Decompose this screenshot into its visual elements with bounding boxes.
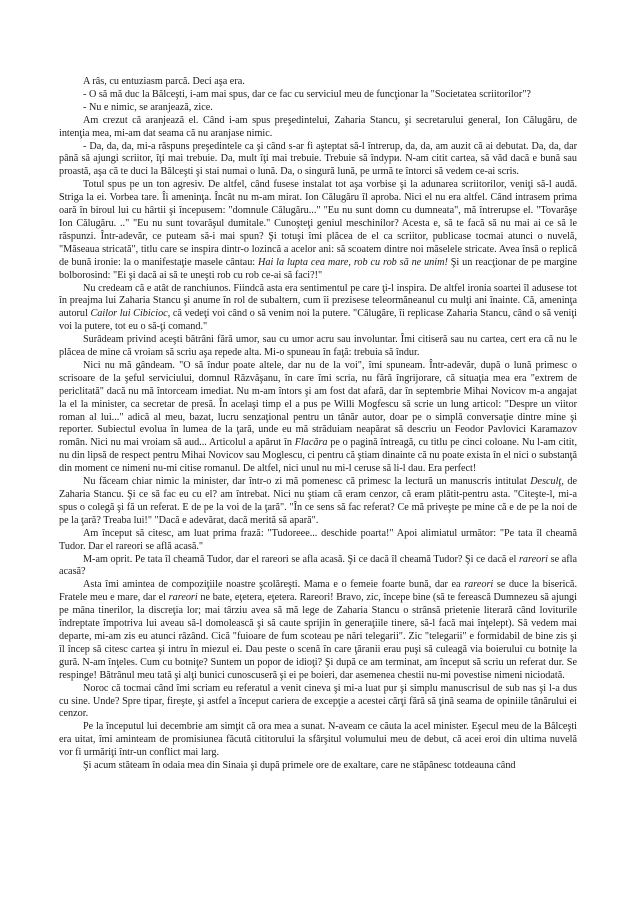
paragraph: Surâdeam privind aceşti bătrâni fără umor, sau cu umor acru sau involuntar. Îmi citiseră sau nu cartea, cert era că nu le plăcea de mine că vroiam să scriu aşa repede alta. Mi-o spuneau în faţă: trebuia să îndur.: [59, 334, 577, 359]
paragraph: - O să mă duc la Bălceşti, i-am mai spus, dar ce fac cu serviciul meu de funcţionar la "Societatea scriitorilor"?: [83, 88, 531, 100]
paragraph: Noroc că tocmai când îmi scriam eu referatul a venit cineva şi mi-a luat pur şi simplu manuscrisul de sub nas şi l-a dus cu sine. Unde? Spre tipar, fireşte, şi astfel a început cariera de excepţie a acestei cărţi fără să ţină seama de opiniile tânărului ei cenzor.: [59, 682, 577, 720]
document-page: [59, 76, 577, 773]
paragraph: Şi acum stăteam în odaia mea din Sinaia şi după primele ore de exaltare, care ne stăpânesc totdeauna când: [83, 760, 516, 772]
italic-title: Flacăra: [294, 437, 328, 449]
paragraph: A râs, cu entuziasm parcă. Deci aşa era.: [83, 76, 245, 87]
italic-title: Cailor lui Cibicioc: [90, 308, 168, 320]
italic-title: Desculţ: [530, 476, 562, 488]
paragraph: - Da, da, da, mi-a răspuns preşedintele ca şi când s-ar fi aşteptat să-l întrerup, da, da, am auzit că ai debutat. Da, da, dar până să ajungi scriitor, îţi mai trebuie. Da, mult îţi mai trebuie. Trebuie să îndури. N-am citit cartea, să văd dacă e bună sau proastă, aşa că te duci la Bălceşti şi stai numai o lună. Da, o singură lună, pe urmă te întorci să vedem ce-ai scris.: [59, 140, 577, 178]
paragraph: Pe la începutul lui decembrie am simţit că ora mea a sunat. N-aveam ce căuta la acel minister. Eşecul meu de la Bălceşti era uitat, îmi aminteam de promisiunea făcută cititorului la sfârşitul volumului meu de debut, că acei eroi din ultima nuvelă vor fi urmăriţi într-un conflict mai larg.: [59, 721, 577, 759]
italic-word: rareori: [168, 592, 198, 604]
paragraph: Totul spus pe un ton agresiv. De altfel, când fusese instalat tot aşa vorbise şi la adunarea scriitorilor, veniţi să-l audă. Striga la ei. Vorbea tare. Îi ameninţa. Încât nu m-am mirat. Ion Călugăru îl aproba. Nici el nu era altfel. Când intrasem prima oară în biroul lui cu hârtii şi începusem: "domnule Călugăru..." "Eu nu sunt domn cu dumneata", mă întrerupse el. "Tovarăşe Ion Călugăru. .." "Eu nu sunt tovarăşul dumitale." Cunoşteţi geniul meschinilor? Acesta e, să te facă să nu mai ai ce să le răspunzi. Într-adevăr, ce puteam să-i mai spun? Şi totuşi îmi plăcea de el ca scriitor, publicase tocmai atunci o nuvelă, "Măseaua stricată", titlu care se inspira dintr-o lozincă a acelor ani: să scoatem dintre noi măselele stricate. Avea însă o replică de bună ironie: la o manifestaţie masele cântau: Hai la lupta cea mare, rob cu rob să ne unim! Şi un reacţionar de pe margine bolborosind: "Ei şi dacă ai să te uneşti rob cu rob ce-ai să faci?!": [59, 179, 577, 281]
paragraph: Am început să citesc, am luat prima frază: "Tudoreee... deschide poarta!" Apoi alimiatul următor: "Pe tata îl cheamă Tudor. Dar el rareori se află acasă.": [59, 527, 577, 552]
italic-word: rareori: [518, 553, 549, 565]
paragraph: Nici nu mă gândeam. "O să îndur poate altele, dar nu de la voi", îmi spuneam. Într-adevăr, după o lună primesc o scrisoare de la şeful serviciului, domnul Răzvăşanu, în care îmi scria, nu fără îngrijorare, că situaţia mea era "extrem de periclitată" dacă nu mă întorceam imediat. Nu m-am întors şi am fost dat afară, dar în septembrie Mihai Novicov m-a angajat la el la minister, ca secretar de presă. În acelaşi timp el a pus pe Willi Mogfescu să scrie un lung articol: "Despre un viitor roman al lui..." adică al meu, bazat, lucru senzaţional pentru un tânăr autor, doar pe o simplă conversaţie dintre mine şi reporter. Subiectul evolua în lumea de la ţară, unde eu mă străduiam neapărat să descriu un Feodor Pavlovici Karamazov român. Nici nu mai vroiam să aud... Articolul a apărut în Flacăra pe o pagină întreagă, cu titlu pe cinci coloane. Nu l-am citit, nu din lipsă de respect pentru Mihai Novicov sau Moglescu, ci pentru că ştiam dinainte că nu poate exista în el nici o substanţă din moment ce nimeni nu-mi citise romanul. De altfel, nici unul nu mi-l ceruse să li-l dau. Era perfect!: [59, 359, 577, 475]
italic-word: rareori: [464, 579, 494, 591]
paragraph: Nu credeam că e atât de ranchiunos. Fiindcă asta era sentimentul pe care ţi-l inspira. De altfel ironia soartei îl adusese tot în preajma lui Zaharia Stancu şi anume în rol de subaltern, cum îi prezisese teleormăneanul cu mulţi ani înainte. Că, ameninţa autorul Cailor lui Cibicioc, că vedeţi voi când o să venim noi la putere. "Călugăre, îi replicase Zaharia Stancu, când o să veniţi voi la putere, tot eu o să-ţi comand.": [59, 282, 577, 333]
paragraph: - Nu e nimic, se aranjează, zice.: [83, 101, 213, 113]
paragraph: Nu făceam chiar nimic la minister, dar într-o zi mă pomenesc că primesc la lectură un manuscris intitulat Desculţ, de Zaharia Stancu. Şi ce să fac eu cu el? am întrebat. Nici nu ştiam că eram cenzor, că eram plătit-pentru asta. "Citeşte-l, mi-a spus o colegă şi fă un referat. E de pe la voi de la ţară". "În ce sens să fac referat? Ce mă priveşte pe mine că e de pe la noi de pe la ţară? Treaba lui!" "Dacă e adevărat, dacă merită să apară".: [59, 476, 577, 526]
paragraph: Am crezut că aranjează el. Când i-am spus preşedintelui, Zaharia Stancu, şi secretarului general, Ion Călugăru, de intenţia mea, mi-am dat seama că nu aranjase nimic.: [59, 114, 577, 139]
italic-quote: Hai la lupta cea mare, rob cu rob să ne unim!: [258, 256, 448, 268]
paragraph: M-am oprit. Pe tata îl cheamă Tudor, dar el rareori se afla acasă. Şi ce dacă îl cheamă Tudor? Şi ce dacă el rareori se afla acasă?: [59, 553, 577, 578]
paragraph: Asta îmi amintea de compoziţiile noastre şcolăreşti. Mama e o femeie foarte bună, dar ea rareori se duce la biserică. Fratele meu e mare, dar el rareori ne bate, eţetera, eţetera. Rareori! Bravo, zic, începe bine (să te ferească Dumnezeu să ajungi pe mâna tinerilor, la discreţia lor; mai târziu avea să mă lege de Zaharia Stancu o strânsă prietenie literară când loviturile îndreptate împotriva lui aveau să-l domolească şi să caute sprijin în generaţiile tinere, să-l facă mai înţelept). Să vedem mai departe, mi-am zis eu atunci râzând. Cică "fuioare de fum scoteau pe nări telegarii". Zic "telegarii" e formidabil de bine zis şi îl încep să citesc cartea şi intru în miezul ei. Dau peste o scenă în care ţăranii erau puşi să culeagă via boierului cu botniţe la gură. N-am înţeles. Cum cu botniţe? Suntem un popor de idioţi? Şi după ce am terminat, am început să scriu un referat dur. Se respinge! Bătrânul meu tată şi alţi bunici cunoscuseră şi ei pe boieri, dar asemenea chestii nu-mi povestise nimeni niciodată.: [59, 579, 577, 681]
